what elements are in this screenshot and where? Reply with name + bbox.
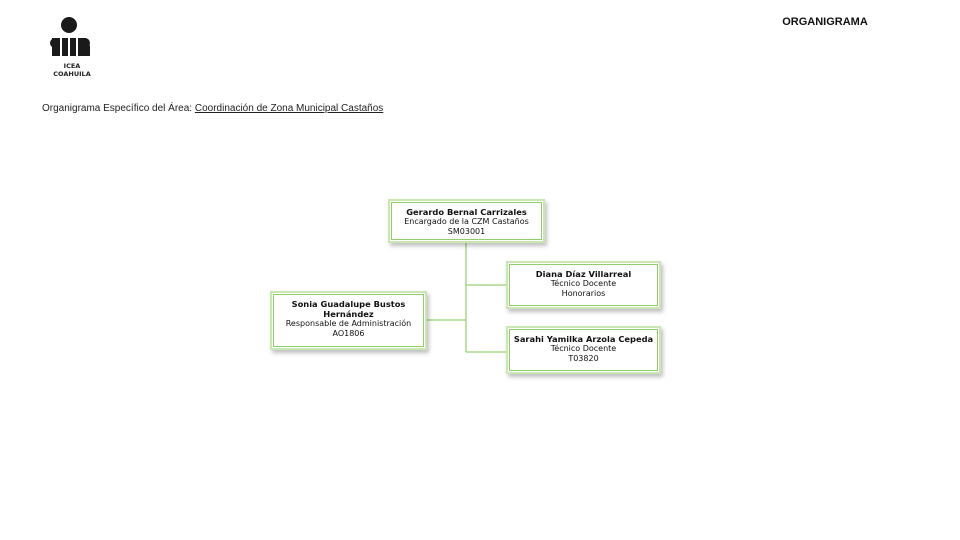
subtitle-area: Coordinación de Zona Municipal Castaños bbox=[194, 103, 384, 114]
org-node-head bbox=[388, 199, 545, 243]
node-name: Sarahi Yamilka Arzola Cepeda bbox=[513, 334, 654, 344]
org-node-left bbox=[270, 291, 427, 350]
node-code: SM03001 bbox=[447, 227, 486, 236]
node-role: Encargado de la CZM Castaños bbox=[404, 217, 529, 226]
page-title: ORGANIGRAMA bbox=[782, 16, 868, 28]
node-code: AO1806 bbox=[332, 329, 365, 338]
logo-text-line1: ICEA bbox=[63, 62, 81, 70]
org-node-right-top bbox=[506, 261, 661, 309]
node-code: T03820 bbox=[568, 354, 599, 363]
org-node-right-bottom bbox=[506, 326, 661, 374]
node-role: Técnico Docente bbox=[550, 344, 617, 353]
node-name: Gerardo Bernal Carrizales bbox=[406, 207, 527, 217]
node-name: Diana Díaz Villarreal bbox=[535, 269, 632, 279]
subtitle-prefix: Organigrama Específico del Área: bbox=[42, 103, 195, 114]
node-role: Responsable de Administración bbox=[285, 319, 412, 328]
node-code: Honorarios bbox=[561, 289, 606, 298]
logo-text-line2: COAHUILA bbox=[53, 70, 91, 78]
node-role: Técnico Docente bbox=[550, 279, 617, 288]
node-name-line1: Sonia Guadalupe Bustos bbox=[291, 299, 406, 309]
node-name-line2: Hernández bbox=[323, 309, 374, 319]
